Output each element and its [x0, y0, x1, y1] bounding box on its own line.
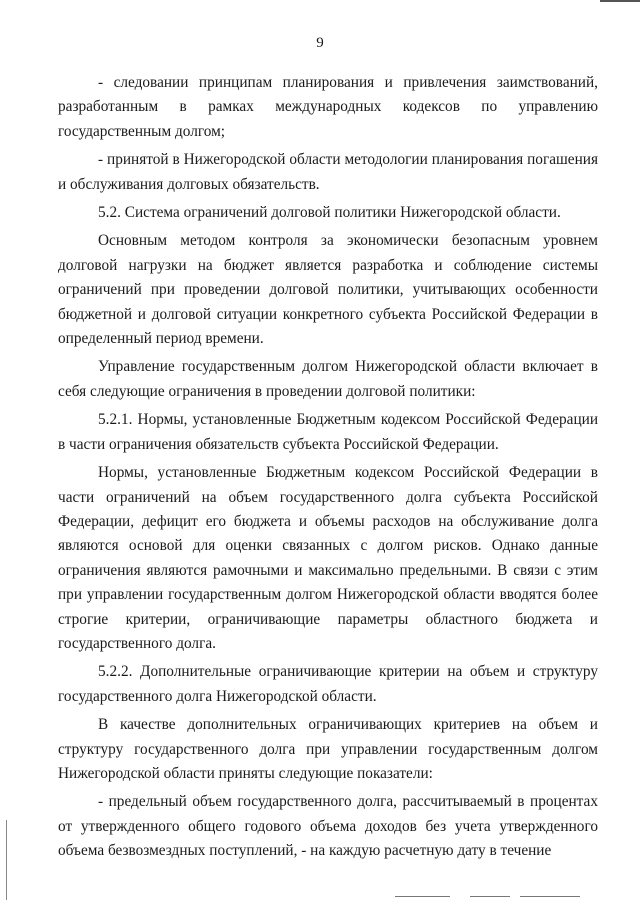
document-body: [58, 71, 598, 868]
bottom-scan-mark: [395, 896, 450, 897]
paragraph-7: Нормы, установленные Бюджетным кодексом Российской Федерации в части ограничений на объем государственного долга субъекта Российской Федерации, дефицит его бюджета и объемы расходов на обслуживание долга являются основой для оценки связанных с долгом рисков. Однако данные ограничения являются рамочными и максимально предельными. В связи с этим при управлении государственным долгом Нижегородской области вводятся более строгие критерии, ограничивающие параметры областного бюджета и государственного долга.: [58, 464, 598, 652]
bottom-scan-mark: [470, 896, 510, 897]
section-heading-5-2-2: 5.2.2. Дополнительные ограничивающие критерии на объем и структуру государственного долга Нижегородской области.: [58, 663, 598, 705]
scan-margin-mark: [6, 820, 7, 900]
paragraph-5: Управление государственным долгом Нижегородской области включает в себя следующие ограничения в проведении долговой политики:: [58, 358, 598, 400]
paragraph-1: - следовании принципам планирования и привлечения заимствований, разработанным в рамках международных кодексов по управлению государственным долгом;: [58, 74, 598, 140]
top-edge-rule: [600, 0, 640, 2]
paragraph-4: Основным методом контроля за экономически безопасным уровнем долговой нагрузки на бюджет является разработка и соблюдение системы ограничений при проведении долговой политики, учитывающих особенности бюджетной и долговой ситуации конкретного субъекта Российской Федерации в определенный период времени.: [58, 232, 598, 348]
paragraph-2: - принятой в Нижегородской области методологии планирования погашения и обслуживания долговых обязательств.: [58, 151, 598, 193]
section-heading-5-2: 5.2. Система ограничений долговой политики Нижегородской области.: [98, 204, 561, 222]
bottom-scan-mark: [520, 896, 580, 897]
paragraph-10: - предельный объем государственного долга, рассчитываемый в процентах от утвержденного общего годового объема доходов без учета утвержденного объема безвозмездных поступлений, - на каждую расчетную дату в течение: [58, 793, 598, 860]
paragraph-9: В качестве дополнительных ограничивающих критериев на объем и структуру государственного долга при управлении государственным долгом Нижегородской области приняты следующие показатели:: [58, 716, 598, 782]
page-number: 9: [316, 35, 324, 51]
section-heading-5-2-1: 5.2.1. Нормы, установленные Бюджетным кодексом Российской Федерации в части ограничения обязательств субъекта Российской Федерации.: [58, 411, 598, 453]
